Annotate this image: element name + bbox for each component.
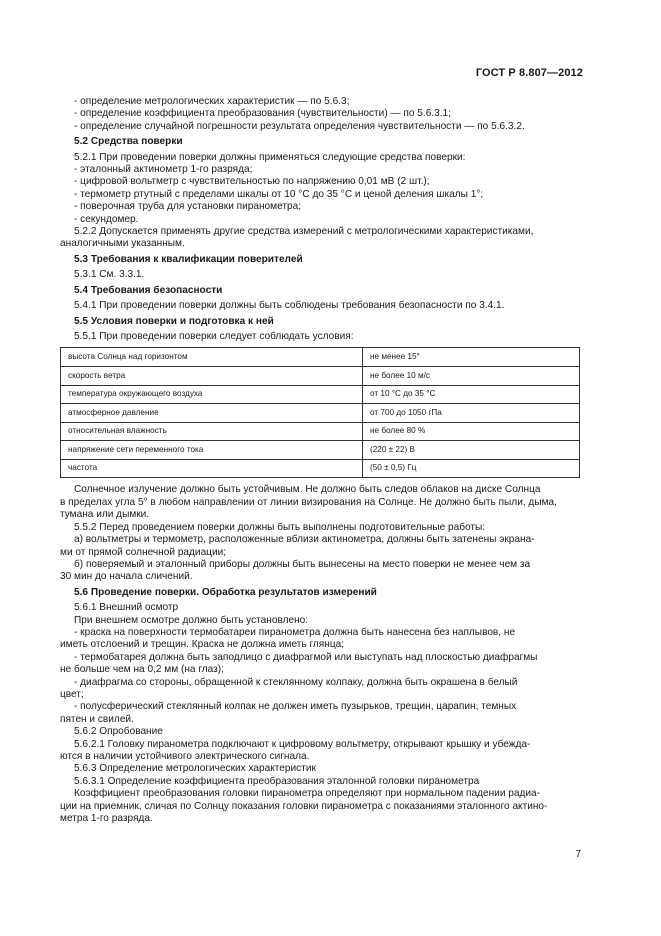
section-heading-5-3: 5.3 Требования к квалификации поверителей [74,253,303,265]
document-body [60,96,580,825]
paragraph-5-2-1: 5.2.1 При проведении поверки должны применяться следующие средства поверки: [74,151,466,163]
table-row [61,385,580,404]
paragraph-solar: Солнечное излучение должно быть устойчивым. Не должно быть следов облаков на диске Солнца [74,484,541,496]
condition-name: напряжение сети переменного тока [61,441,363,460]
table-row [61,348,580,367]
paragraph-5-6-2: 5.6.2 Опробование [74,726,163,738]
section-heading-5-6: 5.6 Проведение поверки. Обработка результатов измерений [74,586,377,598]
table-row [61,441,580,460]
condition-name: частота [61,459,363,478]
table-row [61,404,580,423]
condition-name: скорость ветра [61,366,363,385]
condition-value: от 10 °С до 35 °С [363,385,580,404]
condition-value: не менее 15° [363,348,580,367]
paragraph-5-5-2-a-cont: ми от прямой солнечной радиации; [60,546,227,558]
list-item: - определение случайной погрешности результата определения чувствительности — по 5.6.3.2. [74,120,525,132]
conditions-table [60,347,580,478]
list-item: - краска на поверхности термобатареи пиранометра должна быть нанесена без наплывов, не [74,626,516,638]
paragraph-coef: Коэффициент преобразования головки пиранометра определяют при нормальном падении радиа- [74,788,540,800]
page-number: 7 [575,849,581,860]
list-item: - эталонный актинометр 1-го разряда; [74,164,253,176]
paragraph-5-5-2-b: б) поверяемый и эталонный приборы должны быть вынесены на место поверки не менее чем за [74,558,531,570]
paragraph-5-2-2-cont: аналогичными указанным. [60,238,185,250]
paragraph-coef-cont: метра 1-го разряда. [60,813,153,825]
condition-value: не более 10 м/с [363,366,580,385]
paragraph-5-6-2-1: 5.6.2.1 Головку пиранометра подключают к цифровому вольтметру, открывают крышку и убежда- [74,738,531,750]
list-item: - цифровой вольтметр с чувствительностью по напряжению 0,01 мВ (2 шт.); [74,176,430,188]
paragraph-5-5-2-b-cont: 30 мин до начала сличений. [60,571,193,583]
paragraph-solar-cont: тумана или дымки. [60,509,150,521]
list-item: - секундомер. [74,213,139,225]
list-item: - поверочная труба для установки пиранометра; [74,201,302,213]
list-item-cont: иметь отслоений и трещин. Краска не должна иметь глянца; [60,639,345,651]
list-item: - определение метрологических характеристик — по 5.6.3; [74,96,350,107]
table-row [61,366,580,385]
list-item: - термометр ртутный с пределами шкалы от 10 °С до 35 °С и ценой деления шкалы 1°; [74,188,484,200]
paragraph-inspect: При внешнем осмотре должно быть установлено: [74,614,309,626]
list-item: - диафрагма со стороны, обращенной к стеклянному колпаку, должна быть окрашена в белый [74,676,518,688]
list-item: - полусферический стеклянный колпак не должен иметь пузырьков, трещин, царапин, темных [74,701,517,713]
list-item-cont: пятен и свилей. [60,713,134,725]
paragraph-5-6-3-1: 5.6.3.1 Определение коэффициента преобразования эталонной головки пиранометра [74,775,480,787]
condition-name: температура окружающего воздуха [61,385,363,404]
list-item-cont: цвет; [60,688,84,700]
paragraph-5-6-2-1-cont: ются в наличии устойчивого электрического сигнала. [60,751,310,762]
paragraph-5-6-1: 5.6.1 Внешний осмотр [74,602,179,614]
condition-name: относительная влажность [61,422,363,441]
paragraph-5-4-1: 5.4.1 При проведении поверки должны быть соблюдены требования безопасности по 3.4.1. [74,300,505,312]
section-heading-5-2: 5.2 Средства поверки [74,136,183,148]
list-item: - определение коэффициента преобразования (чувствительности) — по 5.6.3.1; [74,108,451,120]
paragraph-5-5-1: 5.5.1 При проведении поверки следует соблюдать условия: [74,330,354,342]
list-item: - термобатарея должна быть заподлицо с диафрагмой или выступать над плоскостью диафрагмы [74,651,538,663]
paragraph-5-6-3: 5.6.3 Определение метрологических характеристик [74,763,316,775]
paragraph-5-5-2: 5.5.2 Перед проведением поверки должны быть выполнены подготовительные работы: [74,521,486,533]
condition-name: атмосферное давление [61,404,363,423]
section-heading-5-5: 5.5 Условия поверки и подготовка к ней [74,315,274,327]
condition-value: (220 ± 22) В [363,441,580,460]
paragraph-solar-cont: в пределах угла 5° в любом направлении от линии визирования на Солнце. Не должно быть пыли, дыма, [60,496,557,508]
paragraph-5-3-1: 5.3.1 См. 3.3.1. [74,269,145,281]
condition-value: от 700 до 1050 гПа [363,404,580,423]
table-row [61,422,580,441]
condition-value: (50 ± 0,5) Гц [363,459,580,478]
section-heading-5-4: 5.4 Требования безопасности [74,284,223,296]
paragraph-5-2-2: 5.2.2 Допускается применять другие средства измерений с метрологическими характеристиками, [74,226,534,238]
condition-name: высота Солнца над горизонтом [61,348,363,367]
table-row [61,459,580,478]
paragraph-coef-cont: ции на приемник, сличая по Солнцу показания головки пиранометра с показаниями эталонного актино- [60,800,548,812]
condition-value: не более 80 % [363,422,580,441]
paragraph-5-5-2-a: а) вольтметры и термометр, расположенные вблизи актинометра, должны быть затенены экрана- [74,534,535,546]
document-header: ГОСТ Р 8.807—2012 [475,67,583,79]
list-item-cont: не больше чем на 0,2 мм (на глаз); [60,664,224,676]
